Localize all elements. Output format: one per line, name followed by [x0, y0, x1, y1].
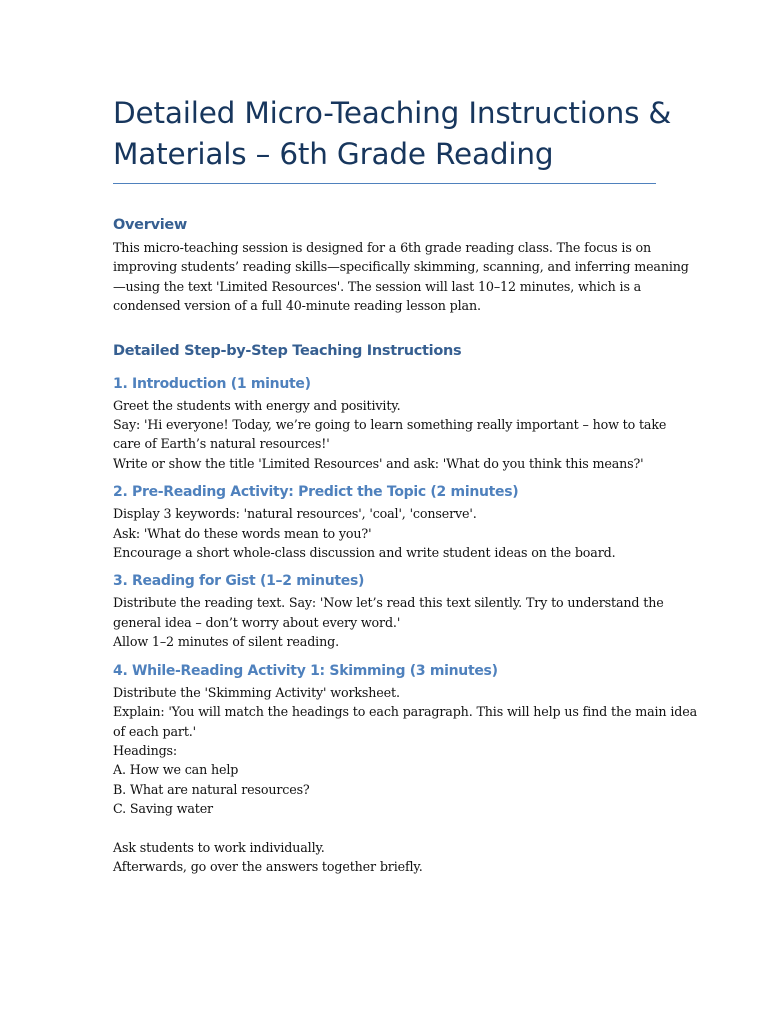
paragraph-line: Headings: — [113, 742, 178, 758]
document-page — [113, 93, 697, 877]
section-body-reading-for-gist — [113, 593, 664, 651]
paragraph-line: Distribute the 'Skimming Activity' worksheet. — [113, 684, 400, 700]
paragraph-line: care of Earth’s natural resources!' — [113, 436, 330, 452]
overview-heading: Overview — [113, 217, 188, 233]
list-item: A. How we can help — [113, 762, 239, 778]
section-heading-skimming: 4. While-Reading Activity 1: Skimming (3 minutes) — [113, 662, 498, 679]
paragraph-line: Explain: 'You will match the headings to each paragraph. This will help us find the main idea — [113, 704, 697, 720]
paragraph-line: general idea – don’t worry about every word.' — [113, 614, 401, 630]
section-heading-pre-reading: 2. Pre-Reading Activity: Predict the Topic (2 minutes) — [113, 484, 519, 501]
paragraph-line: Ask students to work individually. — [113, 839, 325, 855]
section-heading-reading-for-gist: 3. Reading for Gist (1–2 minutes) — [113, 573, 365, 590]
list-item: C. Saving water — [113, 801, 213, 817]
section-body-pre-reading — [113, 504, 656, 562]
paragraph-line: —using the text 'Limited Resources'. The session will last 10–12 minutes, which is a — [113, 278, 642, 294]
title-line: Materials – 6th Grade Reading — [113, 137, 554, 171]
paragraph-line: Greet the students with energy and positivity. — [113, 397, 401, 413]
paragraph-line: of each part.' — [113, 723, 197, 739]
paragraph-line: improving students’ reading skills—specifically skimming, scanning, and inferring meaning — [113, 259, 689, 275]
paragraph-line: Distribute the reading text. Say: 'Now let’s read this text silently. Try to understand the — [113, 595, 664, 611]
section-heading-introduction: 1. Introduction (1 minute) — [113, 375, 311, 392]
paragraph-line: Display 3 keywords: 'natural resources', 'coal', 'conserve'. — [113, 506, 477, 522]
paragraph-line: condensed version of a full 40-minute reading lesson plan. — [113, 298, 481, 314]
title-line: Detailed Micro-Teaching Instructions & — [113, 96, 672, 130]
paragraph-line: Write or show the title 'Limited Resources' and ask: 'What do you think this means?' — [113, 455, 644, 471]
blank-line — [113, 819, 656, 838]
paragraph-line: This micro-teaching session is designed for a 6th grade reading class. The focus is on — [113, 240, 652, 255]
list-item: B. What are natural resources? — [113, 781, 310, 797]
paragraph-line: Afterwards, go over the answers together briefly. — [113, 859, 423, 875]
section-body-introduction — [113, 396, 667, 474]
paragraph-line: Ask: 'What do these words mean to you?' — [113, 525, 372, 541]
paragraph-line: Encourage a short whole-class discussion and write student ideas on the board. — [113, 545, 616, 561]
instructions-heading: Detailed Step-by-Step Teaching Instructions — [113, 342, 462, 359]
paragraph-line: Allow 1–2 minutes of silent reading. — [113, 634, 339, 650]
overview-paragraph — [113, 238, 689, 316]
section-body-skimming — [113, 683, 697, 877]
paragraph-line: Say: 'Hi everyone! Today, we’re going to learn something really important – how to take — [113, 417, 667, 433]
document-title — [113, 93, 672, 184]
